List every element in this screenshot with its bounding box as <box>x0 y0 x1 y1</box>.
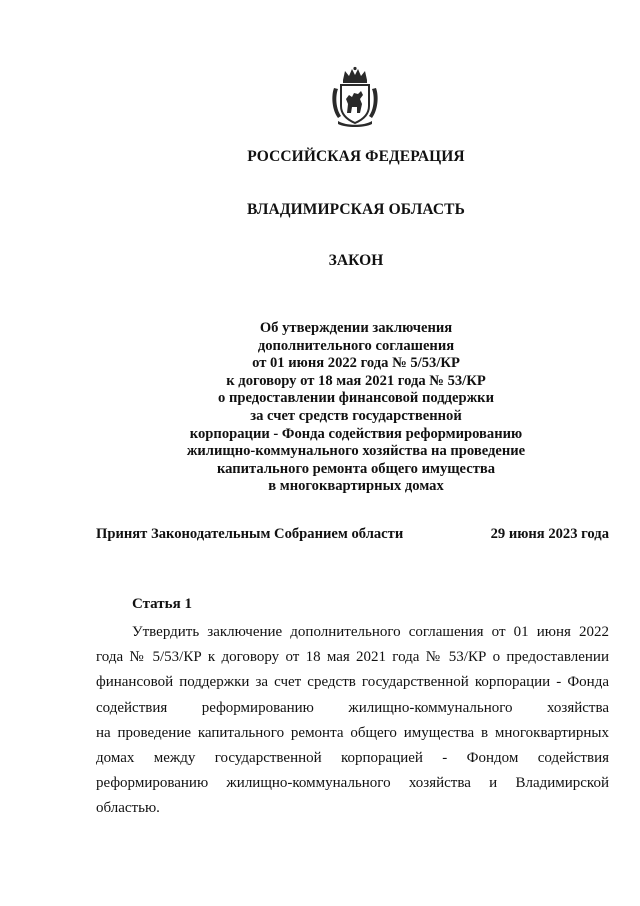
article-line: финансовой поддержки за счет средств государственной корпорации - Фонда <box>96 674 609 691</box>
country-heading: РОССИЙСКАЯ ФЕДЕРАЦИЯ <box>247 148 465 165</box>
title-line: о предоставлении финансовой поддержки <box>218 390 494 407</box>
title-line: в многоквартирных домах <box>268 478 444 495</box>
title-line: капитального ремонта общего имущества <box>216 460 496 477</box>
article-line: областью. <box>96 800 160 817</box>
article-line: содействия реформированию жилищно-коммунального хозяйства <box>96 699 609 716</box>
document-type-heading: ЗАКОН <box>328 252 384 269</box>
article-line: реформированию жилищно-коммунального хозяйства и Владимирской <box>96 775 609 792</box>
law-title <box>0 320 640 496</box>
title-line: от 01 июня 2022 года № 5/53/КР <box>252 355 460 372</box>
article-heading: Статья 1 <box>132 596 192 612</box>
article-line: на проведение капитального ремонта общего имущества в многоквартирных <box>96 724 609 741</box>
title-line: к договору от 18 мая 2021 года № 53/КР <box>226 372 486 389</box>
article-line: года № 5/53/КР к договору от 18 мая 2021 года № 53/КР о предоставлении <box>96 649 609 666</box>
adopting-body: Принят Законодательным Собранием области <box>96 526 404 542</box>
title-line: корпорации - Фонда содействия реформированию <box>189 425 523 442</box>
article-line: домах между государственной корпорацией - Фондом содействия <box>96 750 609 767</box>
article-text <box>96 620 609 822</box>
title-line: за счет средств государственной <box>250 407 462 424</box>
title-line: дополнительного соглашения <box>257 337 455 354</box>
vladimir-coat-of-arms-icon <box>330 66 380 128</box>
title-line: жилищно-коммунального хозяйства на проведение <box>186 443 526 460</box>
article-line: Утвердить заключение дополнительного соглашения от 01 июня 2022 <box>132 624 609 640</box>
region-heading: ВЛАДИМИРСКАЯ ОБЛАСТЬ <box>247 201 465 218</box>
title-line: Об утверждении заключения <box>259 320 453 336</box>
adoption-date: 29 июня 2023 года <box>490 526 609 542</box>
